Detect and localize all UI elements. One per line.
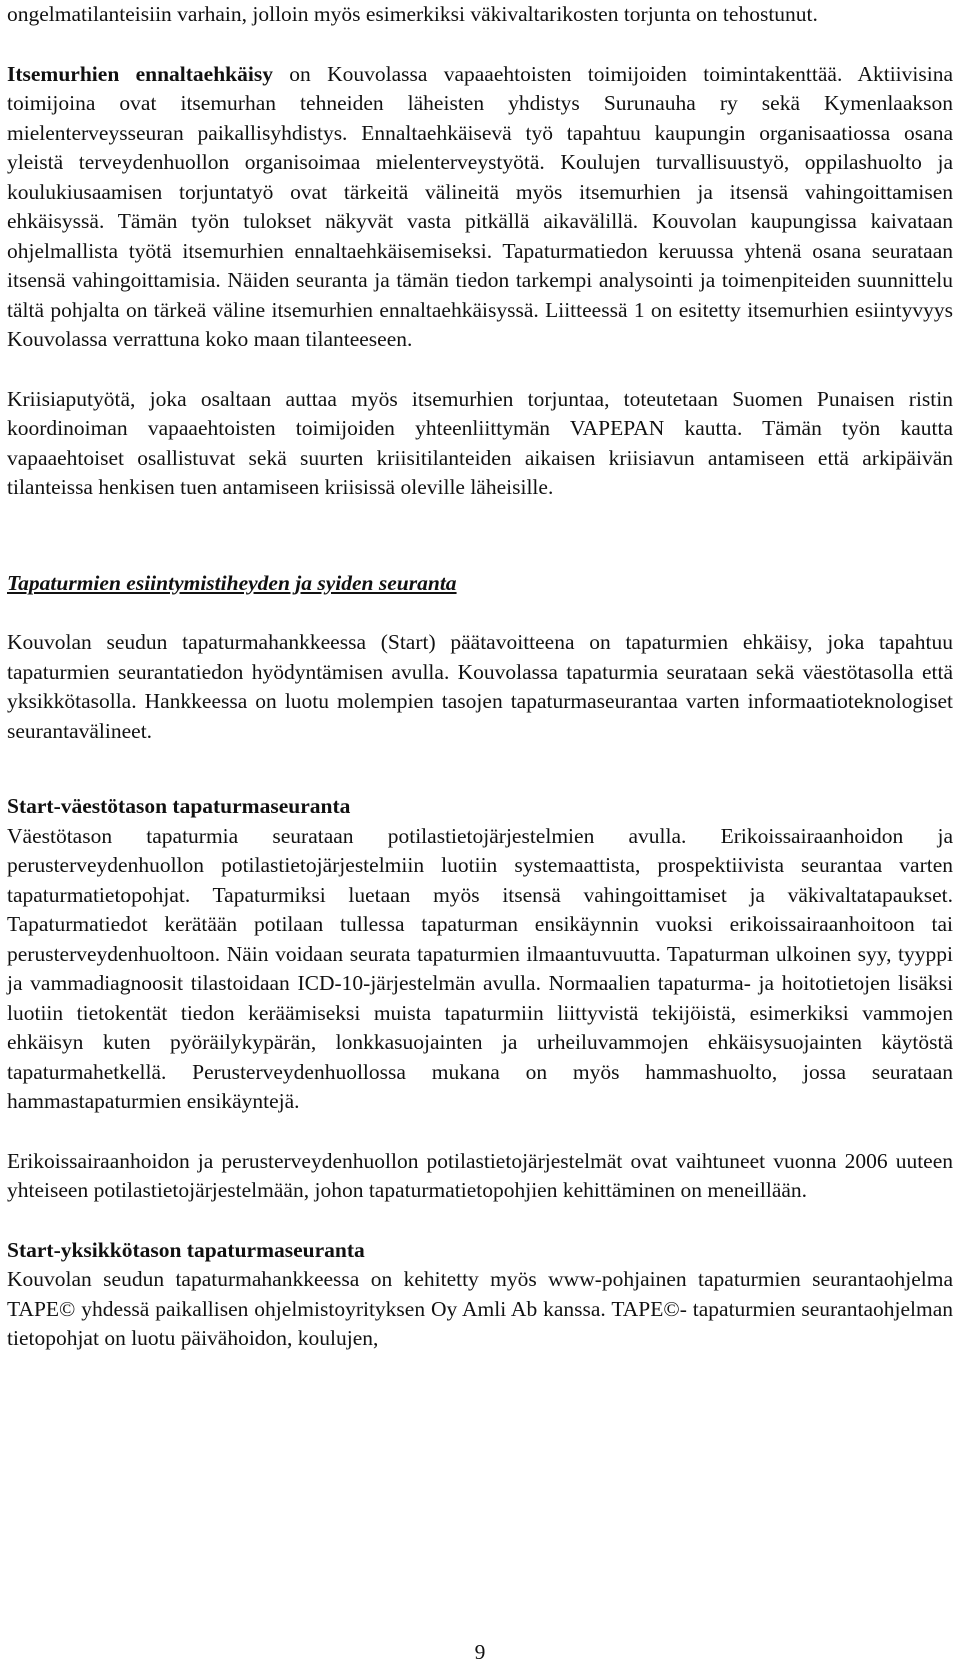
document-page [7,0,953,1354]
spacer [7,355,953,385]
spacer [7,1117,953,1147]
paragraph-suicide-prevention [7,60,953,355]
paragraph-unit-level: Kouvolan seudun tapaturmahankkeessa on kehitetty myös www-pohjainen tapaturmien seurantaohjelma TAPE© yhdessä paikallisen ohjelmistoyrityksen Oy Amli Ab kanssa. TAPE©- tapaturmien seurantaohjelman tietopohjat on luotu päivähoidon, koulujen, [7,1267,953,1350]
section-heading: Tapaturmien esiintymistiheyden ja syiden seuranta [7,570,457,595]
paragraph-systems-change: Erikoissairaanhoidon ja perusterveydenhuollon potilastietojärjestelmät ovat vaihtuneet vuonna 2006 uuteen yhteiseen potilastietojärjestelmään, johon tapaturmatietopohjien kehittäminen on meneillään. [7,1148,953,1202]
page-number: 9 [474,1640,486,1664]
spacer [7,503,953,569]
paragraph-population-level: Väestötason tapaturmia seurataan potilastietojärjestelmien avulla. Erikoissairaanhoidon ja perusterveydenhuollon potilastietojärjestelmiin luotiin systemaattista, prospektiivista seurantaa varten tapaturmatietopohjat. Tapaturmiksi luetaan myös itsensä vahingoittamiset ja väkivaltatapaukset. Tapaturmatiedot kerätään potilaan tullessa tapaturman ensikäynnin vuoksi erikoissairaanhoitoon tai perusterveydenhuoltoon. Näin voidaan seurata tapaturmien ilmaantuvuutta. Tapaturman ulkoinen syy, tyyppi ja vammadiagnoosit tilastoidaan ICD-10-järjestelmän avulla. Normaalien tapaturma- ja hoitotietojen lisäksi luotiin tietokentät tiedon keräämiseksi muista tapaturmiin liittyvistä tekijöistä, esimerkiksi vammojen ehkäisyn kuten pyöräilykypärän, lonkkasuojainten ja urheiluvammojen ehkäisysuojainten käytöstä tapaturmahetkellä. Perusterveydenhuollossa mukana on myös hammashuolto, jossa seurataan hammastapaturmien ensikäyntejä. [7,823,953,1113]
spacer [7,598,953,628]
paragraph-start-project: Kouvolan seudun tapaturmahankkeessa (Start) päätavoitteena on tapaturmien ehkäisy, joka tapahtuu tapaturmien seurantatiedon hyödyntämisen avulla. Kouvolassa tapaturmia seurataan sekä väestötasolla että yksikkötasolla. Hankkeessa on luotu molempien tasojen tapaturmaseurantaa varten informaatioteknologiset seurantavälineet. [7,630,953,743]
paragraph-intro-continuation: ongelmatilanteisiin varhain, jolloin myös esimerkiksi väkivaltarikosten torjunta on tehostunut. [7,2,818,26]
paragraph-lead-term: Itsemurhien ennaltaehkäisy [7,61,273,86]
spacer [7,30,953,60]
paragraph-crisis-help: Kriisiaputyötä, joka osaltaan auttaa myös itsemurhien torjuntaa, toteutetaan Suomen Punaisen ristin koordinoiman vapaaehtoisten toimijoiden yhteenliittymän VAPEPAN kautta. Tämän työn kautta vapaaehtoiset osallistuvat sekä suurten kriisitilanteiden aikaisen kriisiavun antamiseen että arkipäivän tilanteissa henkisen tuen antamiseen kriisissä oleville läheisille. [7,386,953,499]
subsection-heading-population-level: Start-väestötason tapaturmaseuranta [7,794,351,818]
subsection-heading-unit-level: Start-yksikkötason tapaturmaseuranta [7,1237,365,1262]
spacer [7,746,953,792]
paragraph-body: on Kouvolassa vapaaehtoisten toimijoiden toimintakenttää. Aktiivisina toimijoina ovat itsemurhan tehneiden läheisten yhdistys Surunauha ry sekä Kymenlaakson mielenterveysseuran paikallisyhdistys. Ennaltaehkäisevä työ tapahtuu kaupungin organisaatiossa osana yleistä terveydenhuollon organisoimaa mielenterveystyötä. Koulujen turvallisuustyö, oppilashuolto ja koulukiusaamisen torjuntatyö ovat tärkeitä välineitä myös itsemurhien ja itsensä vahingoittamisen ehkäisyssä. Tämän työn tulokset näkyvät vasta pitkällä aikavälillä. Kouvolan kaupungissa kaivataan ohjelmallista työtä itsemurhien ennaltaehkäisemiseksi. Tapaturmatiedon keruussa yhtenä osana seurataan itsensä vahingoittamisia. Näiden seuranta ja tämän tiedon tarkempi analysointi ja toimenpiteiden suunnittelu tältä pohjalta on tärkeä väline itsemurhien ennaltaehkäisyssä. Liitteessä 1 on esitetty itsemurhien esiintyvyys Kouvolassa verrattuna koko maan tilanteeseen. [7,61,953,351]
spacer [7,1206,953,1236]
